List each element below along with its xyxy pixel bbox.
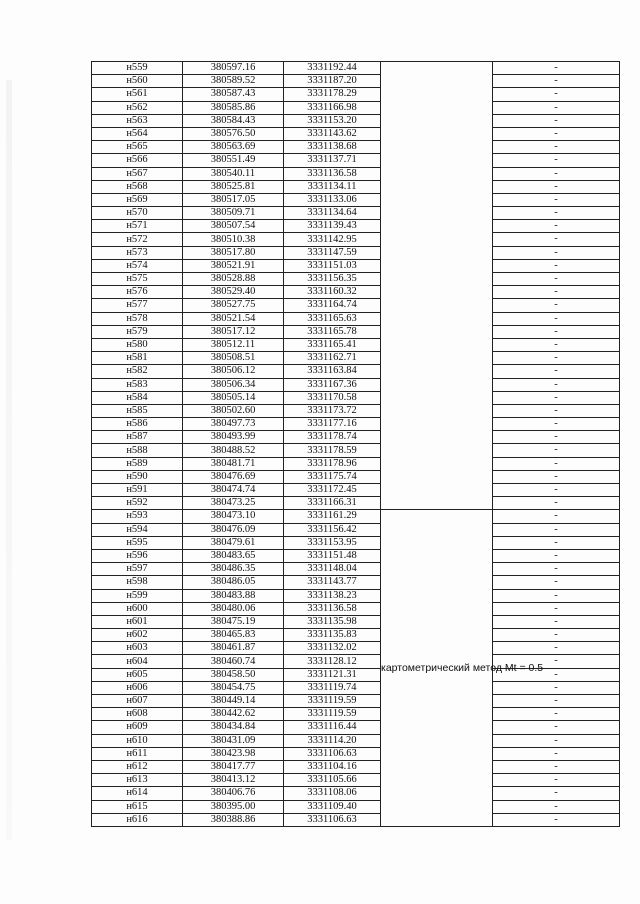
point-name-cell: н562 <box>92 101 183 114</box>
table-row <box>92 167 620 180</box>
y-coordinate-cell: 3331104.16 <box>284 760 381 773</box>
table-row <box>92 75 620 88</box>
y-coordinate-cell: 3331178.29 <box>284 88 381 101</box>
point-name-cell: н560 <box>92 75 183 88</box>
y-coordinate-cell: 3331116.44 <box>284 721 381 734</box>
accuracy-cell: - <box>493 233 620 246</box>
accuracy-cell: - <box>493 444 620 457</box>
accuracy-cell: - <box>493 88 620 101</box>
point-name-cell: н613 <box>92 774 183 787</box>
x-coordinate-cell: 380406.76 <box>183 787 284 800</box>
accuracy-cell: - <box>493 365 620 378</box>
accuracy-cell: - <box>493 813 620 826</box>
y-coordinate-cell: 3331151.48 <box>284 549 381 562</box>
x-coordinate-cell: 380434.84 <box>183 721 284 734</box>
table-row <box>92 695 620 708</box>
table-row <box>92 470 620 483</box>
table-row <box>92 391 620 404</box>
y-coordinate-cell: 3331109.40 <box>284 800 381 813</box>
point-name-cell: н583 <box>92 378 183 391</box>
x-coordinate-cell: 380417.77 <box>183 760 284 773</box>
x-coordinate-cell: 380461.87 <box>183 642 284 655</box>
accuracy-cell: - <box>493 655 620 668</box>
y-coordinate-cell: 3331166.98 <box>284 101 381 114</box>
table-row <box>92 457 620 470</box>
accuracy-cell: - <box>493 127 620 140</box>
y-coordinate-cell: 3331143.77 <box>284 576 381 589</box>
point-name-cell: н571 <box>92 220 183 233</box>
point-name-cell: н576 <box>92 286 183 299</box>
point-name-cell: н590 <box>92 470 183 483</box>
point-name-cell: н602 <box>92 629 183 642</box>
y-coordinate-cell: 3331161.29 <box>284 510 381 523</box>
y-coordinate-cell: 3331178.74 <box>284 431 381 444</box>
table-row <box>92 286 620 299</box>
x-coordinate-cell: 380473.25 <box>183 497 284 510</box>
y-coordinate-cell: 3331133.06 <box>284 193 381 206</box>
y-coordinate-cell: 3331170.58 <box>284 391 381 404</box>
point-name-cell: н592 <box>92 497 183 510</box>
point-name-cell: н565 <box>92 141 183 154</box>
y-coordinate-cell: 3331164.74 <box>284 299 381 312</box>
point-name-cell: н586 <box>92 418 183 431</box>
point-name-cell: н606 <box>92 681 183 694</box>
table-row <box>92 629 620 642</box>
accuracy-cell: - <box>493 62 620 75</box>
accuracy-cell: - <box>493 549 620 562</box>
accuracy-cell: - <box>493 484 620 497</box>
table-row <box>92 127 620 140</box>
accuracy-cell: - <box>493 180 620 193</box>
x-coordinate-cell: 380442.62 <box>183 708 284 721</box>
table-row <box>92 352 620 365</box>
x-coordinate-cell: 380506.34 <box>183 378 284 391</box>
table-row <box>92 418 620 431</box>
y-coordinate-cell: 3331106.63 <box>284 813 381 826</box>
x-coordinate-cell: 380502.60 <box>183 404 284 417</box>
point-name-cell: н572 <box>92 233 183 246</box>
x-coordinate-cell: 380395.00 <box>183 800 284 813</box>
table-row <box>92 642 620 655</box>
x-coordinate-cell: 380587.43 <box>183 88 284 101</box>
x-coordinate-cell: 380576.50 <box>183 127 284 140</box>
accuracy-cell: - <box>493 193 620 206</box>
point-name-cell: н593 <box>92 510 183 523</box>
y-coordinate-cell: 3331119.59 <box>284 695 381 708</box>
y-coordinate-cell: 3331142.95 <box>284 233 381 246</box>
accuracy-cell: - <box>493 602 620 615</box>
accuracy-cell: - <box>493 431 620 444</box>
table-row <box>92 404 620 417</box>
x-coordinate-cell: 380460.74 <box>183 655 284 668</box>
y-coordinate-cell: 3331138.23 <box>284 589 381 602</box>
x-coordinate-cell: 380481.71 <box>183 457 284 470</box>
table-row <box>92 88 620 101</box>
accuracy-cell: - <box>493 642 620 655</box>
point-name-cell: н561 <box>92 88 183 101</box>
x-coordinate-cell: 380480.06 <box>183 602 284 615</box>
y-coordinate-cell: 3331138.68 <box>284 141 381 154</box>
accuracy-cell: - <box>493 708 620 721</box>
y-coordinate-cell: 3331128.12 <box>284 655 381 668</box>
point-name-cell: н608 <box>92 708 183 721</box>
point-name-cell: н589 <box>92 457 183 470</box>
table-row <box>92 510 620 523</box>
table-row <box>92 101 620 114</box>
accuracy-cell: - <box>493 154 620 167</box>
table-row <box>92 365 620 378</box>
x-coordinate-cell: 380540.11 <box>183 167 284 180</box>
table-row <box>92 207 620 220</box>
accuracy-cell: - <box>493 352 620 365</box>
x-coordinate-cell: 380413.12 <box>183 774 284 787</box>
accuracy-cell: - <box>493 615 620 628</box>
accuracy-cell: - <box>493 629 620 642</box>
table-row <box>92 563 620 576</box>
table-row <box>92 273 620 286</box>
accuracy-cell: - <box>493 589 620 602</box>
x-coordinate-cell: 380508.51 <box>183 352 284 365</box>
accuracy-cell: - <box>493 457 620 470</box>
table-row <box>92 246 620 259</box>
point-name-cell: н612 <box>92 760 183 773</box>
accuracy-cell: - <box>493 787 620 800</box>
point-name-cell: н569 <box>92 193 183 206</box>
point-name-cell: н609 <box>92 721 183 734</box>
point-name-cell: н563 <box>92 114 183 127</box>
table-row <box>92 497 620 510</box>
x-coordinate-cell: 380423.98 <box>183 747 284 760</box>
point-name-cell: н585 <box>92 404 183 417</box>
x-coordinate-cell: 380517.12 <box>183 325 284 338</box>
x-coordinate-cell: 380486.05 <box>183 576 284 589</box>
accuracy-cell: - <box>493 325 620 338</box>
accuracy-cell: - <box>493 721 620 734</box>
y-coordinate-cell: 3331132.02 <box>284 642 381 655</box>
x-coordinate-cell: 380512.11 <box>183 338 284 351</box>
accuracy-cell: - <box>493 391 620 404</box>
accuracy-cell: - <box>493 747 620 760</box>
table-row <box>92 299 620 312</box>
x-coordinate-cell: 380517.80 <box>183 246 284 259</box>
x-coordinate-cell: 380497.73 <box>183 418 284 431</box>
x-coordinate-cell: 380465.83 <box>183 629 284 642</box>
point-name-cell: н595 <box>92 536 183 549</box>
point-name-cell: н564 <box>92 127 183 140</box>
x-coordinate-cell: 380473.10 <box>183 510 284 523</box>
table-row <box>92 734 620 747</box>
table-row <box>92 193 620 206</box>
y-coordinate-cell: 3331153.20 <box>284 114 381 127</box>
point-name-cell: н584 <box>92 391 183 404</box>
accuracy-cell: - <box>493 576 620 589</box>
point-name-cell: н577 <box>92 299 183 312</box>
table-row <box>92 549 620 562</box>
accuracy-cell: - <box>493 220 620 233</box>
accuracy-cell: - <box>493 668 620 681</box>
table-row <box>92 312 620 325</box>
x-coordinate-cell: 380525.81 <box>183 180 284 193</box>
coordinates-table-body <box>92 62 620 827</box>
y-coordinate-cell: 3331136.58 <box>284 167 381 180</box>
y-coordinate-cell: 3331162.71 <box>284 352 381 365</box>
point-name-cell: н600 <box>92 602 183 615</box>
y-coordinate-cell: 3331165.41 <box>284 338 381 351</box>
table-row <box>92 589 620 602</box>
y-coordinate-cell: 3331143.62 <box>284 127 381 140</box>
table-row <box>92 378 620 391</box>
accuracy-cell: - <box>493 75 620 88</box>
point-name-cell: н603 <box>92 642 183 655</box>
y-coordinate-cell: 3331177.16 <box>284 418 381 431</box>
y-coordinate-cell: 3331136.58 <box>284 602 381 615</box>
accuracy-cell: - <box>493 523 620 536</box>
point-name-cell: н605 <box>92 668 183 681</box>
point-name-cell: н615 <box>92 800 183 813</box>
y-coordinate-cell: 3331137.71 <box>284 154 381 167</box>
point-name-cell: н573 <box>92 246 183 259</box>
accuracy-cell: - <box>493 312 620 325</box>
table-row <box>92 523 620 536</box>
x-coordinate-cell: 380388.86 <box>183 813 284 826</box>
point-name-cell: н580 <box>92 338 183 351</box>
x-coordinate-cell: 380505.14 <box>183 391 284 404</box>
y-coordinate-cell: 3331148.04 <box>284 563 381 576</box>
accuracy-cell: - <box>493 774 620 787</box>
x-coordinate-cell: 380458.50 <box>183 668 284 681</box>
x-coordinate-cell: 380483.65 <box>183 549 284 562</box>
x-coordinate-cell: 380476.69 <box>183 470 284 483</box>
table-row <box>92 180 620 193</box>
y-coordinate-cell: 3331134.64 <box>284 207 381 220</box>
accuracy-cell: - <box>493 418 620 431</box>
y-coordinate-cell: 3331178.59 <box>284 444 381 457</box>
point-name-cell: н601 <box>92 615 183 628</box>
point-name-cell: н582 <box>92 365 183 378</box>
accuracy-cell: - <box>493 286 620 299</box>
accuracy-cell: - <box>493 101 620 114</box>
accuracy-cell: - <box>493 563 620 576</box>
point-name-cell: н597 <box>92 563 183 576</box>
point-name-cell: н567 <box>92 167 183 180</box>
table-row <box>92 536 620 549</box>
table-row <box>92 602 620 615</box>
point-name-cell: н587 <box>92 431 183 444</box>
accuracy-cell: - <box>493 378 620 391</box>
x-coordinate-cell: 380476.09 <box>183 523 284 536</box>
point-name-cell: н599 <box>92 589 183 602</box>
x-coordinate-cell: 380517.05 <box>183 193 284 206</box>
y-coordinate-cell: 3331134.11 <box>284 180 381 193</box>
point-name-cell: н579 <box>92 325 183 338</box>
x-coordinate-cell: 380486.35 <box>183 563 284 576</box>
x-coordinate-cell: 380479.61 <box>183 536 284 549</box>
y-coordinate-cell: 3331147.59 <box>284 246 381 259</box>
table-row <box>92 813 620 826</box>
point-name-cell: н614 <box>92 787 183 800</box>
point-name-cell: н570 <box>92 207 183 220</box>
x-coordinate-cell: 380507.54 <box>183 220 284 233</box>
y-coordinate-cell: 3331156.42 <box>284 523 381 536</box>
point-name-cell: н598 <box>92 576 183 589</box>
table-row <box>92 220 620 233</box>
accuracy-cell: - <box>493 695 620 708</box>
point-name-cell: н575 <box>92 273 183 286</box>
table-row <box>92 721 620 734</box>
x-coordinate-cell: 380527.75 <box>183 299 284 312</box>
y-coordinate-cell: 3331121.31 <box>284 668 381 681</box>
x-coordinate-cell: 380474.74 <box>183 484 284 497</box>
x-coordinate-cell: 380510.38 <box>183 233 284 246</box>
table-row <box>92 444 620 457</box>
y-coordinate-cell: 3331135.98 <box>284 615 381 628</box>
x-coordinate-cell: 380589.52 <box>183 75 284 88</box>
table-row <box>92 681 620 694</box>
point-name-cell: н581 <box>92 352 183 365</box>
x-coordinate-cell: 380528.88 <box>183 273 284 286</box>
x-coordinate-cell: 380563.69 <box>183 141 284 154</box>
y-coordinate-cell: 3331119.59 <box>284 708 381 721</box>
y-coordinate-cell: 3331153.95 <box>284 536 381 549</box>
accuracy-cell: - <box>493 141 620 154</box>
x-coordinate-cell: 380551.49 <box>183 154 284 167</box>
x-coordinate-cell: 380431.09 <box>183 734 284 747</box>
table-row <box>92 233 620 246</box>
accuracy-cell: - <box>493 681 620 694</box>
y-coordinate-cell: 3331166.31 <box>284 497 381 510</box>
table-row <box>92 431 620 444</box>
accuracy-cell: - <box>493 114 620 127</box>
method-cell: картометрический метод Mt = 0.5 <box>381 510 493 827</box>
y-coordinate-cell: 3331135.83 <box>284 629 381 642</box>
table-row <box>92 576 620 589</box>
y-coordinate-cell: 3331160.32 <box>284 286 381 299</box>
point-name-cell: н559 <box>92 62 183 75</box>
scan-edge-shadow <box>6 80 12 840</box>
accuracy-cell: - <box>493 510 620 523</box>
table-row <box>92 338 620 351</box>
accuracy-cell: - <box>493 207 620 220</box>
y-coordinate-cell: 3331156.35 <box>284 273 381 286</box>
table-row <box>92 747 620 760</box>
accuracy-cell: - <box>493 536 620 549</box>
accuracy-cell: - <box>493 273 620 286</box>
x-coordinate-cell: 380521.91 <box>183 259 284 272</box>
y-coordinate-cell: 3331167.36 <box>284 378 381 391</box>
accuracy-cell: - <box>493 404 620 417</box>
accuracy-cell: - <box>493 800 620 813</box>
y-coordinate-cell: 3331114.20 <box>284 734 381 747</box>
y-coordinate-cell: 3331139.43 <box>284 220 381 233</box>
x-coordinate-cell: 380506.12 <box>183 365 284 378</box>
table-row <box>92 615 620 628</box>
x-coordinate-cell: 380475.19 <box>183 615 284 628</box>
point-name-cell: н607 <box>92 695 183 708</box>
x-coordinate-cell: 380509.71 <box>183 207 284 220</box>
x-coordinate-cell: 380454.75 <box>183 681 284 694</box>
accuracy-cell: - <box>493 338 620 351</box>
x-coordinate-cell: 380584.43 <box>183 114 284 127</box>
x-coordinate-cell: 380488.52 <box>183 444 284 457</box>
point-name-cell: н591 <box>92 484 183 497</box>
point-name-cell: н594 <box>92 523 183 536</box>
y-coordinate-cell: 3331165.78 <box>284 325 381 338</box>
table-row <box>92 787 620 800</box>
point-name-cell: н588 <box>92 444 183 457</box>
y-coordinate-cell: 3331163.84 <box>284 365 381 378</box>
point-name-cell: н566 <box>92 154 183 167</box>
accuracy-cell: - <box>493 470 620 483</box>
y-coordinate-cell: 3331108.06 <box>284 787 381 800</box>
y-coordinate-cell: 3331119.74 <box>284 681 381 694</box>
accuracy-cell: - <box>493 760 620 773</box>
x-coordinate-cell: 380597.16 <box>183 62 284 75</box>
coordinates-table <box>91 61 620 827</box>
x-coordinate-cell: 380493.99 <box>183 431 284 444</box>
table-row <box>92 760 620 773</box>
point-name-cell: н574 <box>92 259 183 272</box>
table-row <box>92 259 620 272</box>
y-coordinate-cell: 3331192.44 <box>284 62 381 75</box>
table-row <box>92 141 620 154</box>
accuracy-cell: - <box>493 167 620 180</box>
table-row <box>92 800 620 813</box>
point-name-cell: н610 <box>92 734 183 747</box>
accuracy-cell: - <box>493 299 620 312</box>
table-row <box>92 774 620 787</box>
table-row <box>92 325 620 338</box>
x-coordinate-cell: 380521.54 <box>183 312 284 325</box>
x-coordinate-cell: 380483.88 <box>183 589 284 602</box>
accuracy-cell: - <box>493 259 620 272</box>
x-coordinate-cell: 380529.40 <box>183 286 284 299</box>
point-name-cell: н604 <box>92 655 183 668</box>
table-row <box>92 62 620 75</box>
y-coordinate-cell: 3331178.96 <box>284 457 381 470</box>
y-coordinate-cell: 3331106.63 <box>284 747 381 760</box>
accuracy-cell: - <box>493 497 620 510</box>
point-name-cell: н611 <box>92 747 183 760</box>
y-coordinate-cell: 3331173.72 <box>284 404 381 417</box>
point-name-cell: н596 <box>92 549 183 562</box>
x-coordinate-cell: 380585.86 <box>183 101 284 114</box>
table-row <box>92 484 620 497</box>
y-coordinate-cell: 3331165.63 <box>284 312 381 325</box>
table-row <box>92 708 620 721</box>
point-name-cell: н578 <box>92 312 183 325</box>
x-coordinate-cell: 380449.14 <box>183 695 284 708</box>
y-coordinate-cell: 3331151.03 <box>284 259 381 272</box>
y-coordinate-cell: 3331187.20 <box>284 75 381 88</box>
y-coordinate-cell: 3331175.74 <box>284 470 381 483</box>
y-coordinate-cell: 3331105.66 <box>284 774 381 787</box>
point-name-cell: н616 <box>92 813 183 826</box>
accuracy-cell: - <box>493 734 620 747</box>
point-name-cell: н568 <box>92 180 183 193</box>
y-coordinate-cell: 3331172.45 <box>284 484 381 497</box>
accuracy-cell: - <box>493 246 620 259</box>
method-cell <box>381 62 493 510</box>
table-row <box>92 154 620 167</box>
table-row <box>92 114 620 127</box>
